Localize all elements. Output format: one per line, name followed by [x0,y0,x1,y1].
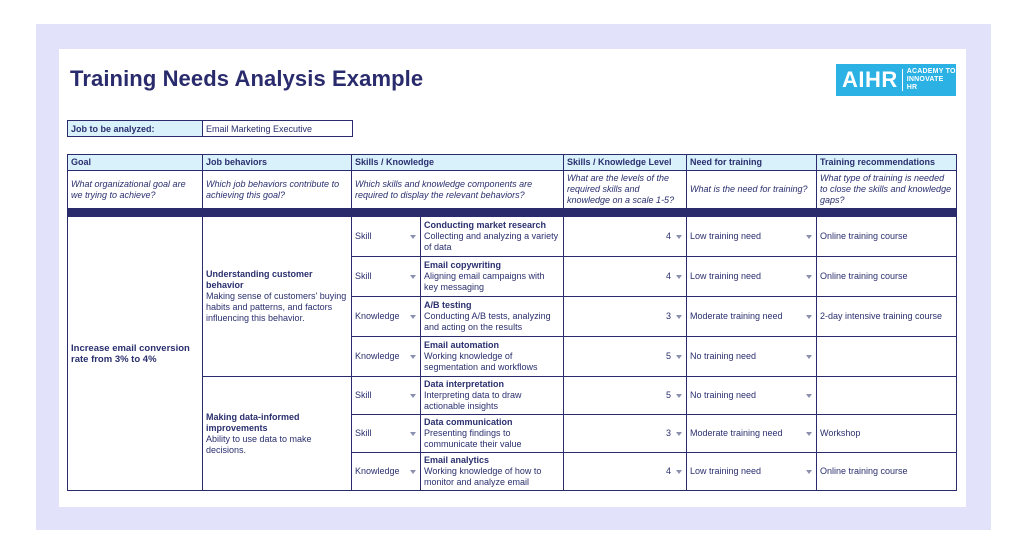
skill-type-dropdown[interactable] [352,217,421,257]
need-dropdown[interactable] [687,257,817,297]
job-label: Job to be analyzed: [68,121,203,137]
logo-divider [902,69,903,91]
aihr-logo [836,64,956,96]
column-header-behaviors: Job behaviors [203,155,352,171]
behavior-cell[interactable] [203,377,352,491]
skill-cell[interactable] [421,297,564,337]
skill-name: Email copywriting [424,260,502,270]
column-header-level: Skills / Knowledge Level [564,155,687,171]
question-recommendations: What type of training is needed to close the skills and knowledge gaps? [817,171,957,209]
level-value: 4 [665,271,671,281]
chevron-down-icon [806,432,812,436]
question-behaviors: Which job behaviors contribute to achieving this goal? [203,171,352,209]
recommendation-cell[interactable]: 2-day intensive training course [817,297,957,337]
recommendation-cell[interactable] [817,377,957,415]
need-value: Low training need [690,466,762,476]
need-dropdown[interactable] [687,297,817,337]
need-dropdown[interactable] [687,415,817,453]
need-value: No training need [690,351,757,361]
behavior-description: Ability to use data to make decisions. [206,433,312,455]
skill-cell[interactable] [421,337,564,377]
chevron-down-icon [410,275,416,279]
behavior-cell[interactable] [203,217,352,377]
need-value: Low training need [690,271,762,281]
level-dropdown[interactable] [564,297,687,337]
skill-description: Collecting and analyzing a variety of data [424,231,559,252]
page-title: Training Needs Analysis Example [70,66,424,91]
skill-type-value: Knowledge [355,311,400,321]
chevron-down-icon [806,355,812,359]
logo-tagline-line1: ACADEMY TO [906,68,956,75]
chevron-down-icon [410,315,416,319]
skill-type-value: Skill [355,271,372,281]
chevron-down-icon [410,355,416,359]
skill-name: Data communication [424,417,513,427]
skill-description: Conducting A/B tests, analyzing and acting on the results [424,311,551,332]
skill-name: Conducting market research [424,220,547,230]
chevron-down-icon [676,432,682,436]
skill-type-value: Skill [355,390,372,400]
skill-description: Aligning email campaigns with key messaging [424,271,545,292]
skill-cell[interactable] [421,257,564,297]
divider-bar [68,209,957,217]
chevron-down-icon [676,275,682,279]
skill-cell[interactable] [421,415,564,453]
skill-name: A/B testing [424,300,472,310]
skill-description: Working knowledge of segmentation and workflows [424,351,538,372]
skill-type-value: Knowledge [355,466,400,476]
level-dropdown[interactable] [564,257,687,297]
recommendation-cell[interactable]: Online training course [817,217,957,257]
level-dropdown[interactable] [564,453,687,491]
recommendation-cell[interactable] [817,337,957,377]
chevron-down-icon [806,235,812,239]
chevron-down-icon [806,275,812,279]
skill-description: Presenting findings to communicate their value [424,428,522,449]
skill-type-dropdown[interactable] [352,415,421,453]
skill-cell[interactable] [421,453,564,491]
level-value: 3 [665,428,671,438]
logo-tagline [907,68,956,92]
need-dropdown[interactable] [687,453,817,491]
behavior-title: Making data-informed improvements [206,411,300,433]
question-skills: Which skills and knowledge components are required to display the relevant behaviors? [352,171,564,209]
need-value: Low training need [690,231,762,241]
need-value: Moderate training need [690,428,783,438]
job-table [67,120,353,137]
chevron-down-icon [410,235,416,239]
column-header-goal: Goal [68,155,203,171]
level-dropdown[interactable] [564,415,687,453]
skill-type-value: Skill [355,428,372,438]
skill-cell[interactable] [421,377,564,415]
chevron-down-icon [806,315,812,319]
level-dropdown[interactable] [564,217,687,257]
skill-type-dropdown[interactable] [352,453,421,491]
chevron-down-icon [806,470,812,474]
behavior-title: Understanding customer behavior [206,269,313,290]
skill-name: Email analytics [424,455,490,465]
column-header-skills: Skills / Knowledge [352,155,564,171]
level-value: 4 [665,466,671,476]
need-value: No training need [690,390,757,400]
question-need: What is the need for training? [687,171,817,209]
need-dropdown[interactable] [687,217,817,257]
skill-name: Data interpretation [424,379,505,389]
recommendation-cell[interactable]: Online training course [817,453,957,491]
chevron-down-icon [676,470,682,474]
job-value-field[interactable]: Email Marketing Executive [203,121,353,137]
level-value: 4 [665,231,671,241]
need-dropdown[interactable] [687,377,817,415]
question-goal: What organizational goal are we trying to achieve? [68,171,203,209]
chevron-down-icon [410,432,416,436]
skill-type-value: Skill [355,231,372,241]
level-dropdown[interactable] [564,337,687,377]
skill-description: Working knowledge of how to monitor and analyze email [424,466,542,487]
analysis-table [67,154,957,491]
table-row [68,217,957,257]
level-dropdown[interactable] [564,377,687,415]
skill-name: Email automation [424,340,500,350]
chevron-down-icon [410,470,416,474]
chevron-down-icon [676,355,682,359]
skill-description: Interpreting data to draw actionable insights [424,390,522,411]
question-level: What are the levels of the required skills and knowledge on a scale 1-5? [564,171,687,209]
recommendation-cell[interactable]: Online training course [817,257,957,297]
chevron-down-icon [676,235,682,239]
skill-type-dropdown[interactable] [352,257,421,297]
need-value: Moderate training need [690,311,783,321]
logo-wordmark: AIHR [842,67,898,92]
behavior-description: Making sense of customers' buying habits and patterns, and factors influencing this behavior. [206,291,347,323]
column-header-recommendations: Training recommendations [817,155,957,171]
skill-type-dropdown[interactable] [352,297,421,337]
column-header-need: Need for training [687,155,817,171]
need-dropdown[interactable] [687,337,817,377]
level-value: 5 [665,390,671,400]
level-value: 5 [665,351,671,361]
question-row [68,171,957,209]
chevron-down-icon [806,394,812,398]
chevron-down-icon [410,394,416,398]
header-row [68,155,957,171]
level-value: 3 [665,311,671,321]
chevron-down-icon [676,315,682,319]
skill-type-dropdown[interactable] [352,377,421,415]
skill-type-value: Knowledge [355,351,400,361]
goal-cell[interactable]: Increase email conversion rate from 3% to 4% [68,217,203,491]
logo-tagline-line2: INNOVATE HR [906,76,944,91]
chevron-down-icon [676,394,682,398]
skill-cell[interactable] [421,217,564,257]
skill-type-dropdown[interactable] [352,337,421,377]
recommendation-cell[interactable]: Workshop [817,415,957,453]
